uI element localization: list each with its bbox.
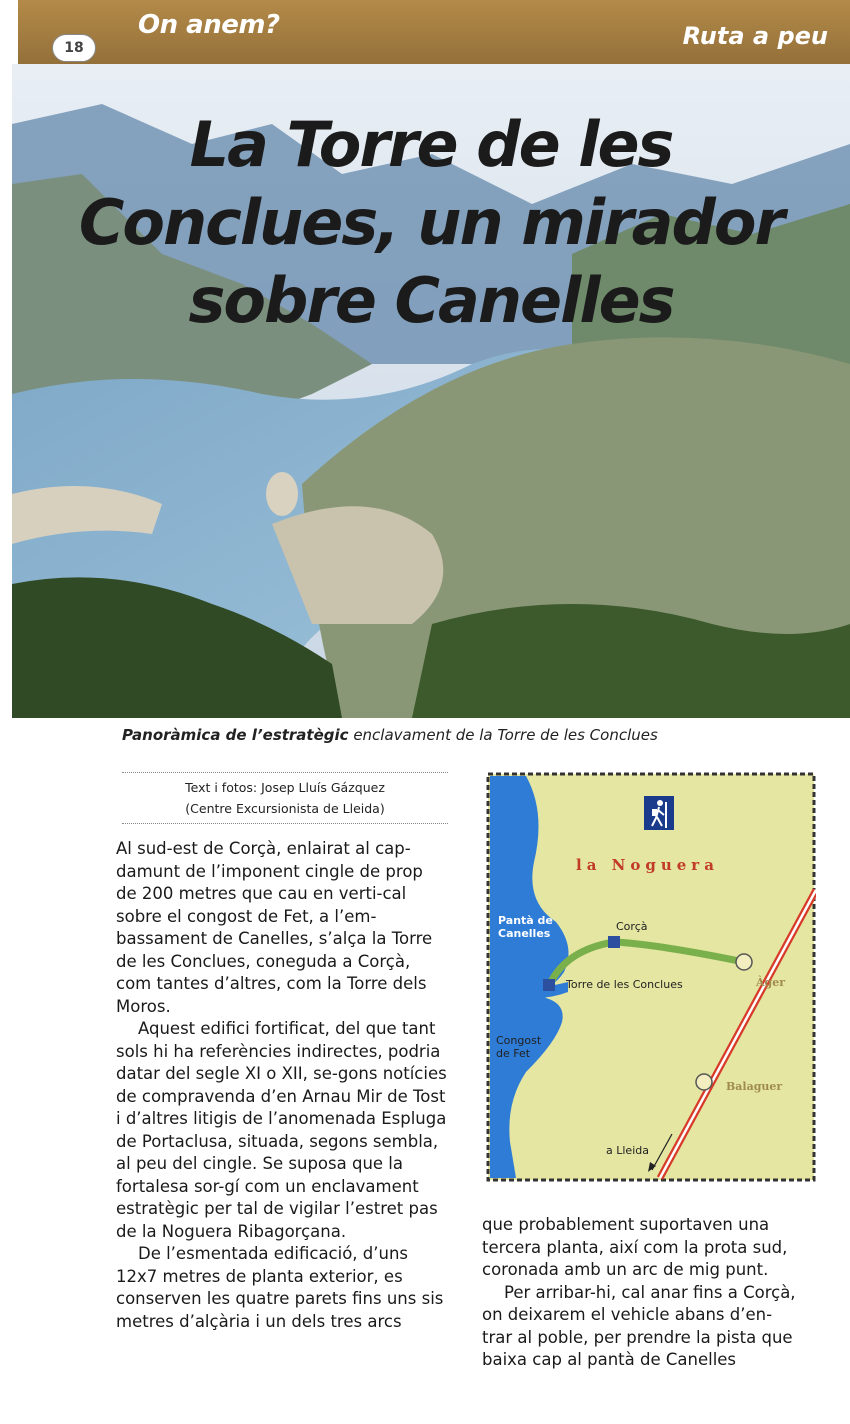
headline-line-1: La Torre de les [189,108,673,181]
map-label-reservoir-2: Canelles [498,927,551,940]
ager-junction-icon [736,954,752,970]
paragraph-1: Al sud-est de Corçà, enlairat al cap-damunt de l’imponent cingle de prop de 200 metres que cau en verti-cal sobre el congost de Fet, a l’em-bassament de Canelles, s’alça la Torre de les Conclues, coneguda a Corçà, com tantes d’altres, com la Torre dels Moros. [116,839,433,1016]
credits [122,772,448,824]
map-label-ager: Àger [756,976,786,989]
paragraph-5: Per arribar-hi, cal anar fins a Corçà, on deixarem el vehicle abans d’en-trar al poble, per prendre la pista que baixa cap al pantà de Canelles [482,1282,796,1369]
caption-rest: enclavament de la Torre de les Conclues [348,726,658,744]
hiker-icon [644,796,674,830]
map-label-lleida: a Lleida [606,1144,649,1157]
headline-line-2: Conclues, un mirador [78,186,784,259]
map-label-corca: Corçà [616,920,648,933]
map-label-reservoir-1: Pantà de [498,914,553,927]
map-label-gorge-1: Congost [496,1034,542,1047]
credits-org: (Centre Excursionista de Lleida) [185,801,385,816]
tower-marker-icon [543,979,555,991]
paragraph-2: Aquest edifici fortificat, del que tant sols hi ha referències indirectes, podria datar del segle XI o XII, se-gons notícies de compravenda d’en Arnau Mir de Tost i d’altres litigis de l’anomenada Espluga de Portaclusa, situada, segons sembla, al peu del cingle. Se suposa que la fortalesa sor-gí com un enclavament estratègic per tal de vigilar l’estret pas de la Noguera Ribagorçana. [116,1019,447,1241]
caption-bold: Panoràmica de l’estratègic [122,726,349,744]
landscape-photo [12,64,850,718]
route-map [486,772,816,1182]
headline-line-3: sobre Canelles [188,264,674,337]
page-number: 18 [52,34,96,62]
paragraph-4: que probablement suportaven una tercera planta, així com la prota sud, coronada amb un arc de mig punt. [482,1215,788,1279]
photo-caption [122,726,658,744]
article-column-2 [482,1214,802,1372]
map-label-region: la Noguera [576,856,719,874]
paragraph-3: De l’esmentada edificació, d’uns 12x7 metres de planta exterior, es conserven les quatre parets fins uns sis metres d’alçària i un dels tres arcs [116,1244,444,1331]
category-title: Ruta a peu [682,22,828,50]
corca-marker-icon [608,936,620,948]
map-label-balaguer: Balaguer [726,1080,783,1093]
balaguer-junction-icon [696,1074,712,1090]
map-label-gorge-2: de Fet [496,1047,531,1060]
credits-author: Text i fotos: Josep Lluís Gázquez [185,780,385,795]
map-label-tower: Torre de les Conclues [566,978,683,991]
article-column-1 [116,838,448,1333]
headline [12,106,850,340]
section-title: On anem? [138,10,280,40]
